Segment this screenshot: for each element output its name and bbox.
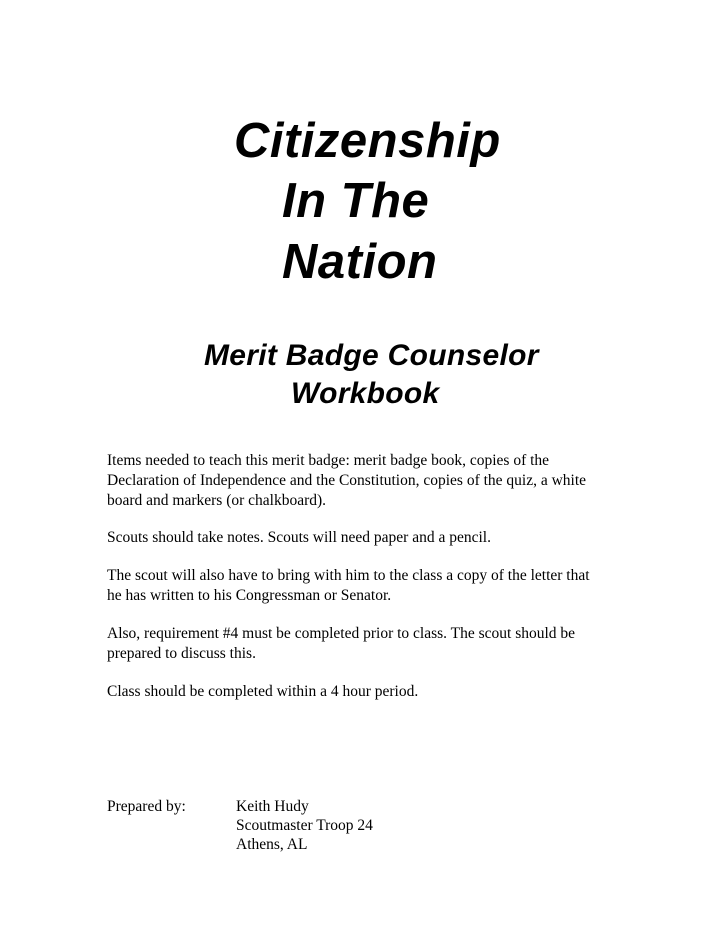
- preparer-location: Athens, AL: [236, 836, 308, 853]
- subtitle-line-1: Merit Badge Counselor: [204, 339, 539, 372]
- paragraph-requirement: Also, requirement #4 must be completed prior to class. The scout should be prepared to discuss this.: [107, 625, 576, 662]
- prepared-by-label: Prepared by:: [107, 798, 186, 815]
- subtitle-line-2: Workbook: [291, 377, 440, 410]
- paragraph-class-duration: Class should be completed within a 4 hour period.: [107, 683, 419, 700]
- preparer-name: Keith Hudy: [236, 798, 309, 815]
- title-line-3: Nation: [282, 235, 438, 289]
- preparer-role: Scoutmaster Troop 24: [236, 817, 373, 834]
- title-line-2: In The: [282, 174, 430, 228]
- paragraph-notes: Scouts should take notes. Scouts will need paper and a pencil.: [107, 529, 491, 546]
- title-line-1: Citizenship: [234, 114, 501, 168]
- paragraph-letter: The scout will also have to bring with him to the class a copy of the letter that he has written to his Congressman or Senator.: [107, 567, 590, 604]
- paragraph-items-needed: Items needed to teach this merit badge: merit badge book, copies of the Declaration of Independence and the Constitution, copies of the quiz, a white board and markers (or chalkboard).: [107, 452, 587, 509]
